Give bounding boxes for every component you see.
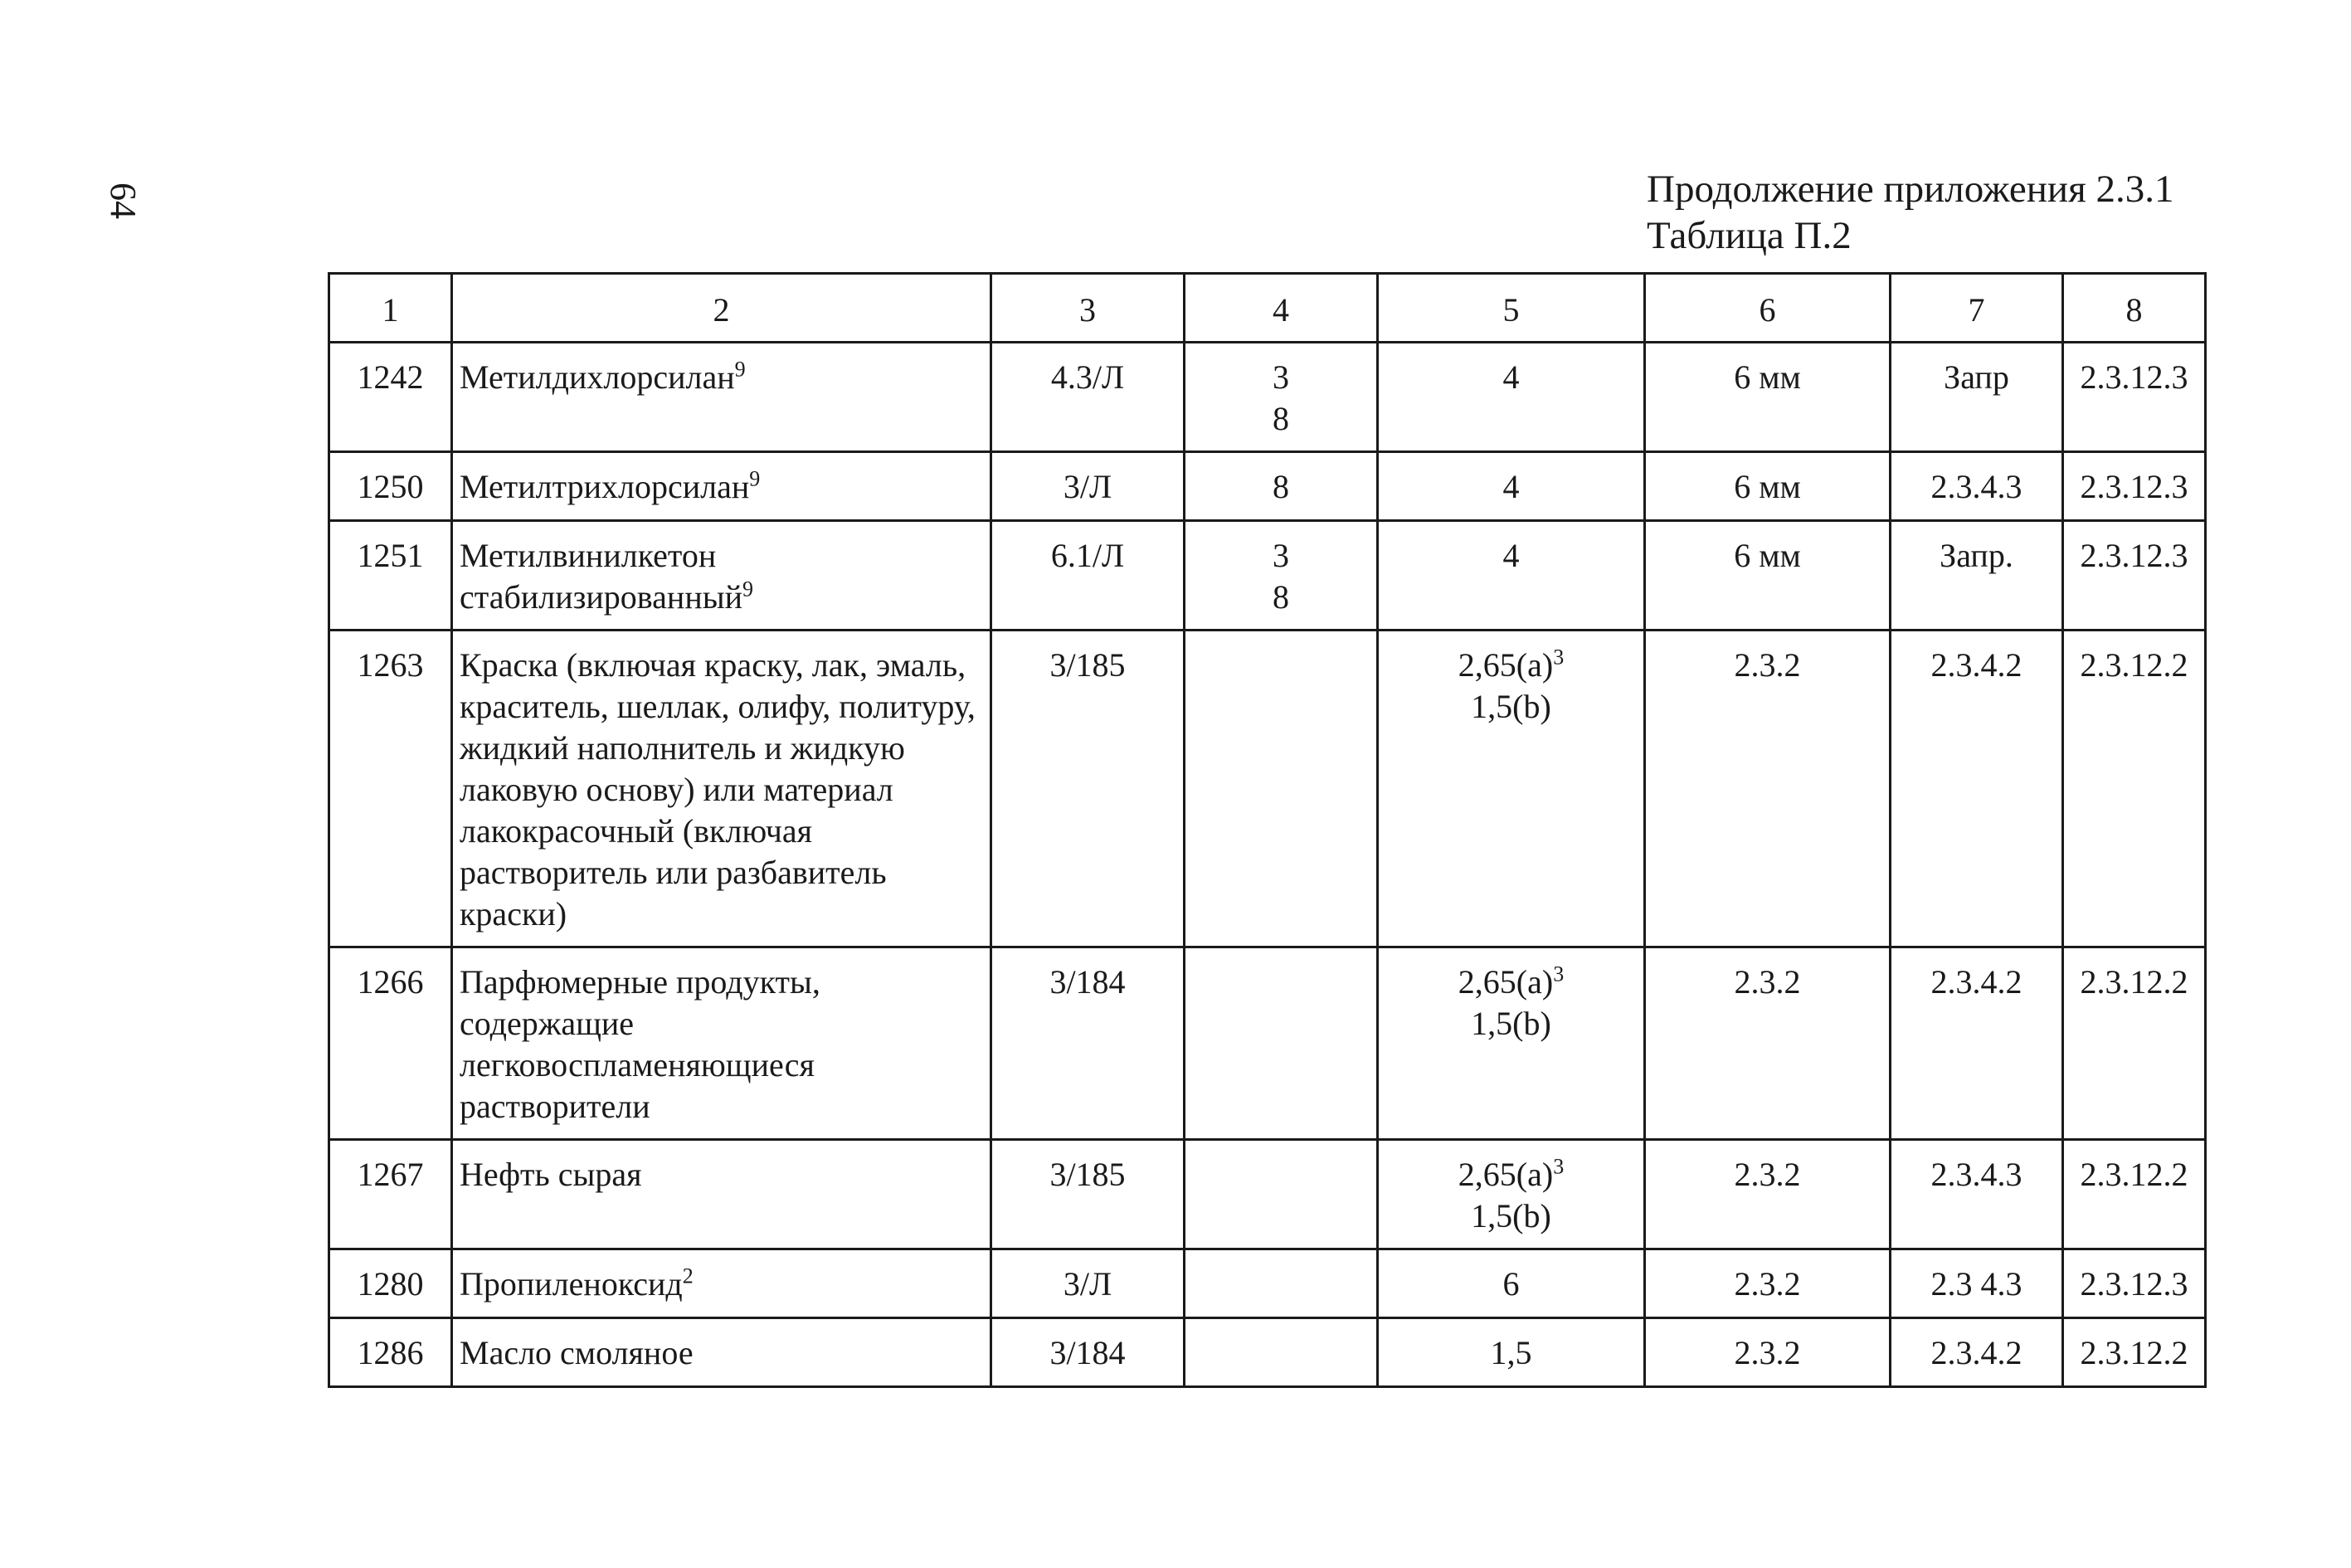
un-number-cell: 1251 (329, 521, 452, 631)
un-number-cell: 1280 (329, 1249, 452, 1318)
class-cell: 3/185 (991, 1140, 1185, 1249)
table-row (329, 1249, 2206, 1318)
column-7-cell: 2.3.4.2 (1891, 947, 2063, 1140)
class-cell: 6.1/Л (991, 521, 1185, 631)
value-line: 1,5(b) (1471, 688, 1551, 725)
value-line: $2,65(a)^3$ (1458, 962, 1565, 1001)
substances-table (328, 272, 2207, 1388)
column-6-cell: 2.3.2 (1645, 947, 1891, 1140)
substance-name-cell (452, 1318, 991, 1387)
class-cell: 3/185 (991, 631, 1185, 947)
value-line: 1,5(b) (1471, 1005, 1551, 1042)
header-cell: 3 (991, 274, 1185, 343)
header-cell: 7 (1891, 274, 2063, 343)
value-line: 4 (1502, 468, 1520, 505)
column-7-cell: 2.3 4.3 (1891, 1249, 2063, 1318)
value-line: 4 (1502, 358, 1520, 396)
footnote-marker: 3 (1553, 962, 1565, 986)
table-row (329, 452, 2206, 521)
un-number-cell: 1263 (329, 631, 452, 947)
header-cell: 1 (329, 274, 452, 343)
substance-name-line: Метилтрихлорсилан$^9$ (460, 466, 761, 505)
column-8-cell: 2.3.12.3 (2063, 343, 2206, 452)
table-row (329, 1318, 2206, 1387)
substance-name-line: Масло смоляное (460, 1334, 694, 1371)
column-6-cell: 2.3.2 (1645, 1140, 1891, 1249)
column-8-cell: 2.3.12.3 (2063, 521, 2206, 631)
value-line: 6 (1502, 1265, 1520, 1303)
column-7-cell: 2.3.4.3 (1891, 1140, 2063, 1249)
un-number-cell: 1286 (329, 1318, 452, 1387)
value-cell (1378, 343, 1645, 452)
value-line: 1,5(b) (1471, 1197, 1551, 1234)
substance-name-cell (452, 521, 991, 631)
substance-name-line: растворители (460, 1088, 650, 1125)
hazard-line: 8 (1273, 468, 1289, 505)
hazard-line: 3 (1273, 537, 1289, 574)
column-6-cell: 2.3.2 (1645, 631, 1891, 947)
column-6-cell: 2.3.2 (1645, 1249, 1891, 1318)
substance-name-cell (452, 452, 991, 521)
footnote-marker: 3 (1553, 645, 1565, 670)
hazard-line: 8 (1273, 578, 1289, 616)
hazard-cell (1185, 947, 1378, 1140)
column-8-cell: 2.3.12.2 (2063, 1318, 2206, 1387)
un-number-cell: 1267 (329, 1140, 452, 1249)
column-6-cell: 6 мм (1645, 521, 1891, 631)
column-6-cell: 6 мм (1645, 343, 1891, 452)
substance-name-line: лаковую основу) или материал (460, 771, 893, 808)
value-cell (1378, 631, 1645, 947)
un-number-cell: 1266 (329, 947, 452, 1140)
hazard-cell (1185, 631, 1378, 947)
caption-appendix-line: Продолжение приложения 2.3.1 (1647, 168, 2174, 211)
substance-name-cell (452, 947, 991, 1140)
hazard-cell (1185, 521, 1378, 631)
caption-table-line: Таблица П.2 (1647, 214, 1852, 257)
substance-name-line: Краска (включая краску, лак, эмаль, (460, 646, 966, 684)
hazard-line: 3 (1273, 358, 1289, 396)
hazard-cell (1185, 452, 1378, 521)
column-6-cell: 2.3.2 (1645, 1318, 1891, 1387)
value-line: 4 (1502, 537, 1520, 574)
class-cell: 4.3/Л (991, 343, 1185, 452)
footnote-marker: 9 (749, 466, 761, 491)
table-row (329, 521, 2206, 631)
substance-name-cell (452, 1249, 991, 1318)
value-cell (1378, 521, 1645, 631)
column-7-cell: Запр. (1891, 521, 2063, 631)
value-line: $2,65(a)^3$ (1458, 1154, 1565, 1193)
un-number-cell: 1250 (329, 452, 452, 521)
column-8-cell: 2.3.12.3 (2063, 452, 2206, 521)
value-cell (1378, 1140, 1645, 1249)
column-8-cell: 2.3.12.2 (2063, 631, 2206, 947)
page-number: 64 (103, 183, 144, 219)
substance-name-cell (452, 631, 991, 947)
value-cell (1378, 947, 1645, 1140)
substance-name-line: лакокрасочный (включая (460, 812, 813, 850)
substance-name-line: растворитель или разбавитель (460, 854, 887, 891)
substance-name-line: стабилизированный$^9$ (460, 577, 754, 616)
table-row (329, 1140, 2206, 1249)
hazard-cell (1185, 1249, 1378, 1318)
column-8-cell: 2.3.12.2 (2063, 1140, 2206, 1249)
column-7-cell: 2.3.4.2 (1891, 631, 2063, 947)
class-cell: 3/184 (991, 1318, 1185, 1387)
header-cell: 2 (452, 274, 991, 343)
substance-name-line: содержащие (460, 1005, 635, 1042)
table-body (329, 343, 2206, 1387)
table-row (329, 631, 2206, 947)
column-8-cell: 2.3.12.2 (2063, 947, 2206, 1140)
header-cell: 6 (1645, 274, 1891, 343)
substance-name-line: Метилвинилкетон (460, 537, 717, 574)
column-8-cell: 2.3.12.3 (2063, 1249, 2206, 1318)
class-cell: 3/Л (991, 452, 1185, 521)
value-cell (1378, 452, 1645, 521)
value-line: 1,5 (1490, 1334, 1532, 1371)
substance-name-line: краситель, шеллак, олифу, политуру, (460, 688, 976, 725)
table-row (329, 947, 2206, 1140)
column-6-cell: 6 мм (1645, 452, 1891, 521)
hazard-line: 8 (1273, 400, 1289, 437)
un-number-cell: 1242 (329, 343, 452, 452)
header-cell: 4 (1185, 274, 1378, 343)
substance-name-line: Парфюмерные продукты, (460, 963, 820, 1001)
substance-name-line: легковоспламеняющиеся (460, 1046, 815, 1083)
header-row (329, 274, 2206, 343)
hazard-cell (1185, 1318, 1378, 1387)
footnote-marker: 2 (682, 1264, 694, 1288)
hazard-cell (1185, 343, 1378, 452)
class-cell: 3/Л (991, 1249, 1185, 1318)
value-cell (1378, 1249, 1645, 1318)
substance-name-line: Метилдихлорсилан$^9$ (460, 357, 746, 396)
header-cell: 8 (2063, 274, 2206, 343)
substance-name-line: Пропиленоксид$^2$ (460, 1264, 694, 1303)
value-cell (1378, 1318, 1645, 1387)
table-row (329, 343, 2206, 452)
column-7-cell: 2.3.4.3 (1891, 452, 2063, 521)
footnote-marker: 9 (734, 357, 746, 382)
substance-name-line: краски) (460, 895, 567, 933)
substance-name-cell (452, 343, 991, 452)
footnote-marker: 9 (742, 577, 754, 601)
hazard-cell (1185, 1140, 1378, 1249)
class-cell: 3/184 (991, 947, 1185, 1140)
column-7-cell: Запр (1891, 343, 2063, 452)
substance-name-line: Нефть сырая (460, 1156, 642, 1193)
column-7-cell: 2.3.4.2 (1891, 1318, 2063, 1387)
substance-name-cell (452, 1140, 991, 1249)
value-line: $2,65(a)^3$ (1458, 645, 1565, 684)
substance-name-line: жидкий наполнитель и жидкую (460, 729, 905, 767)
footnote-marker: 3 (1553, 1154, 1565, 1179)
header-cell: 5 (1378, 274, 1645, 343)
table-caption (1647, 166, 2173, 259)
